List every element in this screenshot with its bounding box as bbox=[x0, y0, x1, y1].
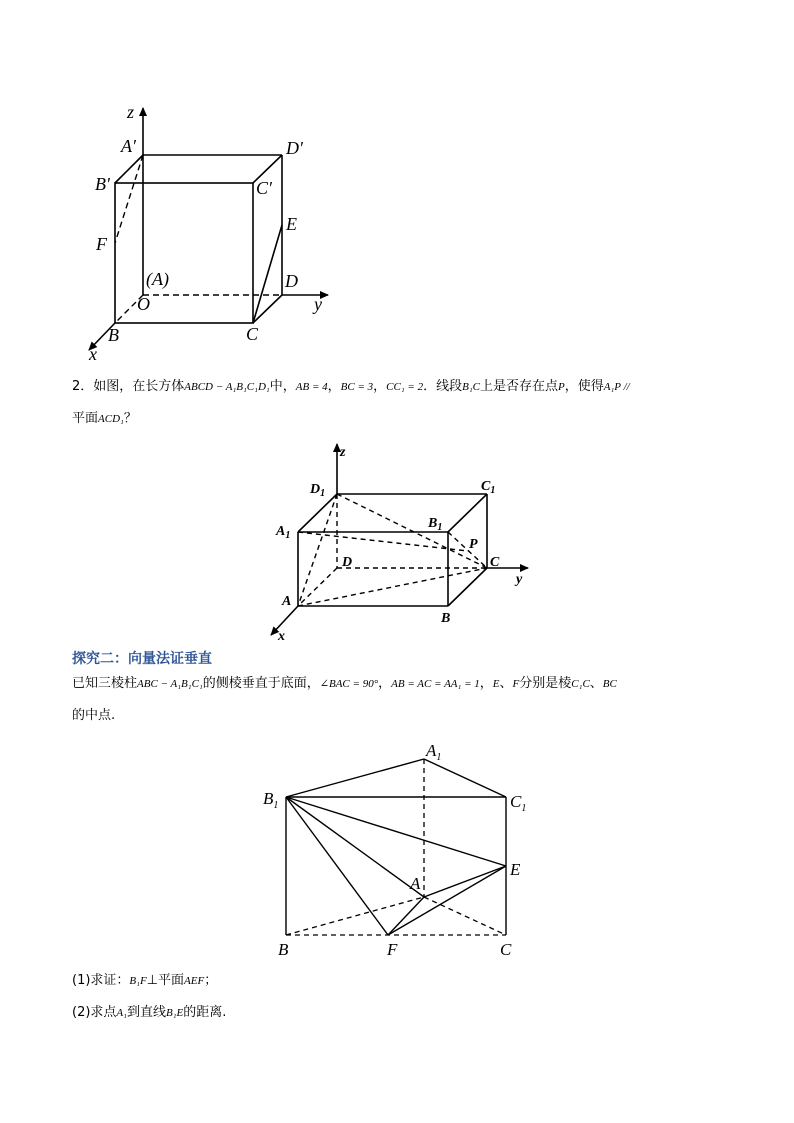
label-c: C bbox=[490, 555, 500, 570]
label-d-prime: D′ bbox=[286, 138, 303, 158]
label-e: E bbox=[286, 214, 297, 234]
label-a1: $A_1$ bbox=[276, 524, 291, 541]
label-a1: $A_1$ bbox=[426, 741, 442, 763]
problem-2-line-1: 2．如图，在长方体ABCD − A₁B₁C₁D₁中，AB = 4，BC = 3，CC₁ = 2．线段B₁C上是否存在点P，使得A₁P // bbox=[72, 379, 630, 394]
label-x: x bbox=[89, 344, 97, 364]
question-1: (1)求证：B₁F⊥平面AEF； bbox=[72, 973, 218, 988]
figure-1-cube bbox=[0, 0, 794, 370]
question-2: (2)求点A₁到直线B₁E的距离. bbox=[72, 1005, 227, 1020]
label-b1: $B_1$ bbox=[263, 789, 279, 811]
label-b: B bbox=[108, 325, 119, 345]
label-y: y bbox=[516, 572, 523, 587]
label-y: y bbox=[314, 294, 322, 314]
label-a-paren: (A) bbox=[146, 269, 169, 289]
label-f: F bbox=[96, 234, 107, 254]
label-b-prime: B′ bbox=[95, 174, 110, 194]
label-e: E bbox=[510, 860, 521, 879]
label-c: C bbox=[246, 324, 259, 344]
label-c: C bbox=[500, 940, 512, 959]
label-b: B bbox=[441, 611, 451, 626]
section-heading: 探究二：向量法证垂直 bbox=[72, 651, 212, 667]
label-d1: $D_1$ bbox=[310, 482, 326, 499]
section-2-line-1: 已知三棱柱ABC − A₁B₁C₁的侧棱垂直于底面，∠BAC = 90°，AB = AC = AA₁ = 1，E、F分别是棱C₁C、BC bbox=[72, 676, 617, 691]
label-a: A bbox=[282, 594, 292, 609]
label-p: P bbox=[469, 537, 478, 552]
label-z: z bbox=[127, 102, 135, 122]
label-x: x bbox=[278, 629, 285, 644]
label-o: O bbox=[137, 294, 150, 314]
label-c1: $C_1$ bbox=[481, 479, 496, 496]
label-a: A bbox=[410, 874, 421, 893]
figure-2-cuboid bbox=[0, 430, 794, 645]
section-2-line-2: 的中点. bbox=[72, 708, 116, 723]
label-b: B bbox=[278, 940, 289, 959]
label-d: D bbox=[342, 555, 353, 570]
label-z: z bbox=[340, 445, 346, 460]
label-d: D bbox=[285, 271, 298, 291]
figure-3-prism bbox=[0, 735, 794, 965]
problem-2-line-2: 平面ACD₁？ bbox=[72, 411, 137, 426]
label-c-prime: C′ bbox=[256, 178, 272, 198]
label-f: F bbox=[387, 940, 398, 959]
label-c1: $C_1$ bbox=[510, 792, 527, 814]
label-a-prime: A′ bbox=[121, 136, 136, 156]
label-b1: $B_1$ bbox=[428, 516, 443, 533]
